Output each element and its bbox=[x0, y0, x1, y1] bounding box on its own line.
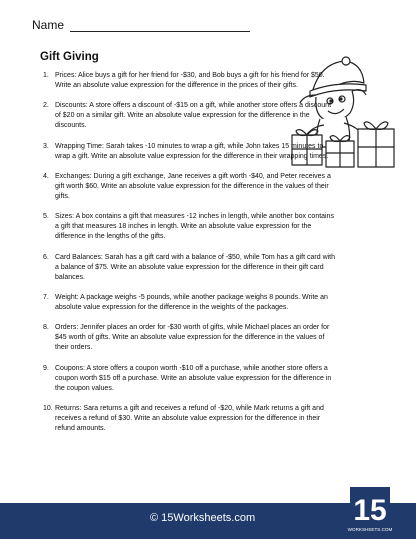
problem-text: Wrapping Time: Sarah takes -10 minutes to wrap a gift, while John takes 15 minutes to wrap a gift. Write an absolute value expression for the difference in their wrapping times. bbox=[55, 142, 329, 160]
problem-item: 4. Exchanges: During a gift exchange, Jane receives a gift worth -$40, and Peter receives a gift worth $60. Write an absolute value expression for the difference in the values of their gifts. bbox=[43, 173, 331, 200]
problem-text: Returns: Sara returns a gift and receives a refund of -$20, while Mark returns a gift and receives a refund of $30. Write an absolute value expression for the difference in their refund amounts. bbox=[55, 405, 324, 432]
problem-text: Discounts: A store offers a discount of -$15 on a gift, while another store offers a discount of $20 on a similar gift. Write an absolute value expression for the difference in the discounts. bbox=[55, 102, 332, 130]
logo-word: WORKSHEETS.COM bbox=[347, 527, 393, 532]
problem-text: Card Balances: Sarah has a gift card with a balance of -$50, while Tom has a gift card with a balance of $75. Write an absolute value expression for the difference in their gift card balances. bbox=[55, 253, 336, 281]
problem-item: 6. Card Balances: Sarah has a gift card with a balance of -$50, while Tom has a gift card with a balance of $75. Write an absolute value expression for the difference in their gift card balances. bbox=[43, 253, 336, 281]
problem-item: 9. Coupons: A store offers a coupon worth -$10 off a purchase, while another store offers a coupon worth $15 off a purchase. Write an absolute value expression for the difference in the coupon values. bbox=[43, 364, 332, 392]
problem-item: 5. Sizes: A box contains a gift that measures -12 inches in length, while another box contains a gift that measures 18 inches in length. Write an absolute value expression for the difference in the lengths of the gifts. bbox=[43, 213, 334, 241]
name-label: Name bbox=[32, 18, 65, 32]
problem-text: Coupons: A store offers a coupon worth -$10 off a purchase, while another store offers a coupon worth $15 off a purchase. Write an absolute value expression for the difference in the coupon values. bbox=[55, 364, 332, 392]
problem-text: Weight: A package weighs -5 pounds, while another package weighs 8 pounds. Write an absolute value expression for the difference in the weights of the packages. bbox=[55, 294, 328, 311]
problem-item: 10. Returns: Sara returns a gift and receives a refund of -$20, while Mark returns a gift and receives a refund of $30. Write an absolute value expression for the difference in their refund amounts. bbox=[43, 405, 324, 432]
problem-item: 7. Weight: A package weighs -5 pounds, while another package weighs 8 pounds. Write an absolute value expression for the difference in the weights of the packages. bbox=[43, 294, 328, 311]
problem-text: Prices: Alice buys a gift for her friend for -$30, and Bob buys a gift for his friend for $50. Write an absolute value expression for the difference in the prices of their gifts. bbox=[55, 72, 325, 89]
name-row bbox=[32, 18, 250, 32]
problem-item: 2. Discounts: A store offers a discount of -$15 on a gift, while another store offers a discount of $20 on a similar gift. Write an absolute value expression for the difference in the discounts. bbox=[43, 102, 332, 130]
problem-list bbox=[43, 71, 337, 434]
name-input-line[interactable] bbox=[70, 19, 250, 32]
problem-text: Orders: Jennifer places an order for -$30 worth of gifts, while Michael places an order for $45 worth of gifts. Write an absolute value expression for the difference in the values of their orders. bbox=[55, 324, 330, 352]
worksheet-title: Gift Giving bbox=[40, 51, 99, 63]
problem-item: 8. Orders: Jennifer places an order for -$30 worth of gifts, while Michael places an order for $45 worth of gifts. Write an absolute value expression for the difference in the values of their orders. bbox=[43, 324, 330, 352]
problem-item: 1. Prices: Alice buys a gift for her friend for -$30, and Bob buys a gift for his friend for $50. Write an absolute value expression for the difference in the prices of their gifts. bbox=[43, 72, 325, 89]
15worksheets-logo bbox=[347, 487, 393, 535]
footer-copyright-link[interactable]: © 15Worksheets.com bbox=[150, 512, 256, 524]
problem-text: Sizes: A box contains a gift that measures -12 inches in length, while another box contains a gift that measures 18 inches in length. Write an absolute value expression for the difference in the lengths of the gifts. bbox=[55, 213, 334, 241]
problem-text: Exchanges: During a gift exchange, Jane receives a gift worth -$40, and Peter receives a gift worth $60. Write an absolute value expression for the difference in the values of their gifts. bbox=[55, 173, 331, 200]
logo-number: 15 bbox=[353, 494, 387, 527]
problem-item: 3. Wrapping Time: Sarah takes -10 minutes to wrap a gift, while John takes 15 minutes to wrap a gift. Write an absolute value expression for the difference in their wrapping times. bbox=[43, 142, 329, 160]
